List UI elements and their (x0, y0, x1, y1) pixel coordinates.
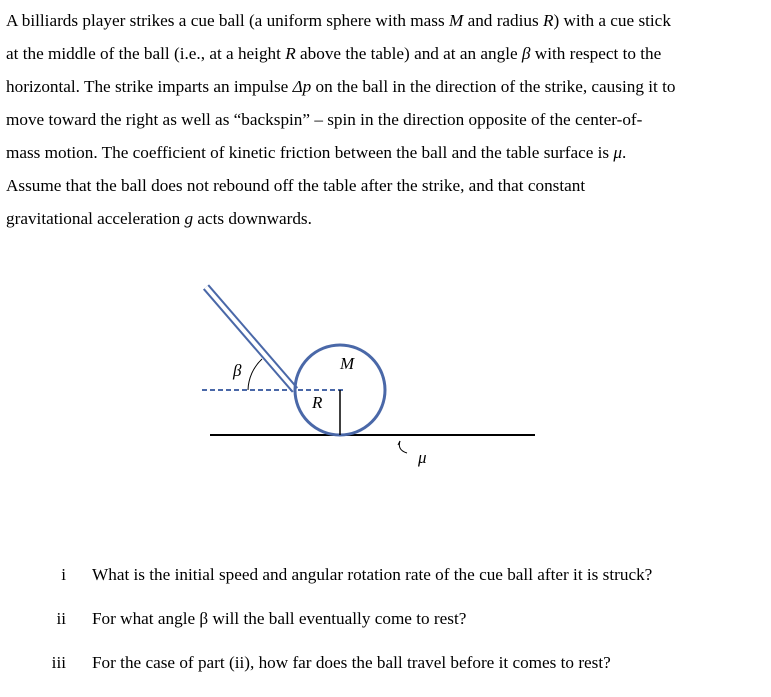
billiards-diagram (190, 275, 550, 475)
problem-line-3: horizontal. The strike imparts an impulse Δp on the ball in the direction of the strike, causing it to (6, 77, 676, 96)
angle-arc (248, 359, 262, 390)
mass-label: M (340, 354, 355, 373)
question-number: ii (56, 609, 66, 628)
problem-line-4: move toward the right as well as “backspin” – spin in the direction opposite of the center-of- (6, 110, 643, 129)
problem-line-2: at the middle of the ball (i.e., at a height R above the table) and at an angle β with respect to the (6, 44, 662, 63)
problem-line-7: gravitational acceleration g acts downwards. (6, 209, 312, 228)
problem-line-6: Assume that the ball does not rebound off the table after the strike, and that constant (6, 176, 586, 195)
friction-label: μ (418, 448, 427, 467)
question-text: What is the initial speed and angular rotation rate of the cue ball after it is struck? (92, 565, 653, 584)
radius-label: R (312, 393, 323, 412)
problem-line-1: A billiards player strikes a cue ball (a uniform sphere with mass M and radius R) with a cue stick (6, 11, 671, 30)
cue-stick-inner (206, 287, 295, 390)
question-text: For what angle β will the ball eventually come to rest? (92, 609, 467, 628)
angle-label: β (233, 361, 242, 380)
question-number: i (61, 565, 66, 584)
friction-arrow (399, 441, 407, 453)
question-text: For the case of part (ii), how far does the ball travel before it comes to rest? (92, 653, 611, 672)
problem-line-5: mass motion. The coefficient of kinetic friction between the ball and the table surface is μ. (6, 143, 627, 162)
question-number: iii (51, 653, 66, 672)
problem-statement (6, 4, 766, 235)
